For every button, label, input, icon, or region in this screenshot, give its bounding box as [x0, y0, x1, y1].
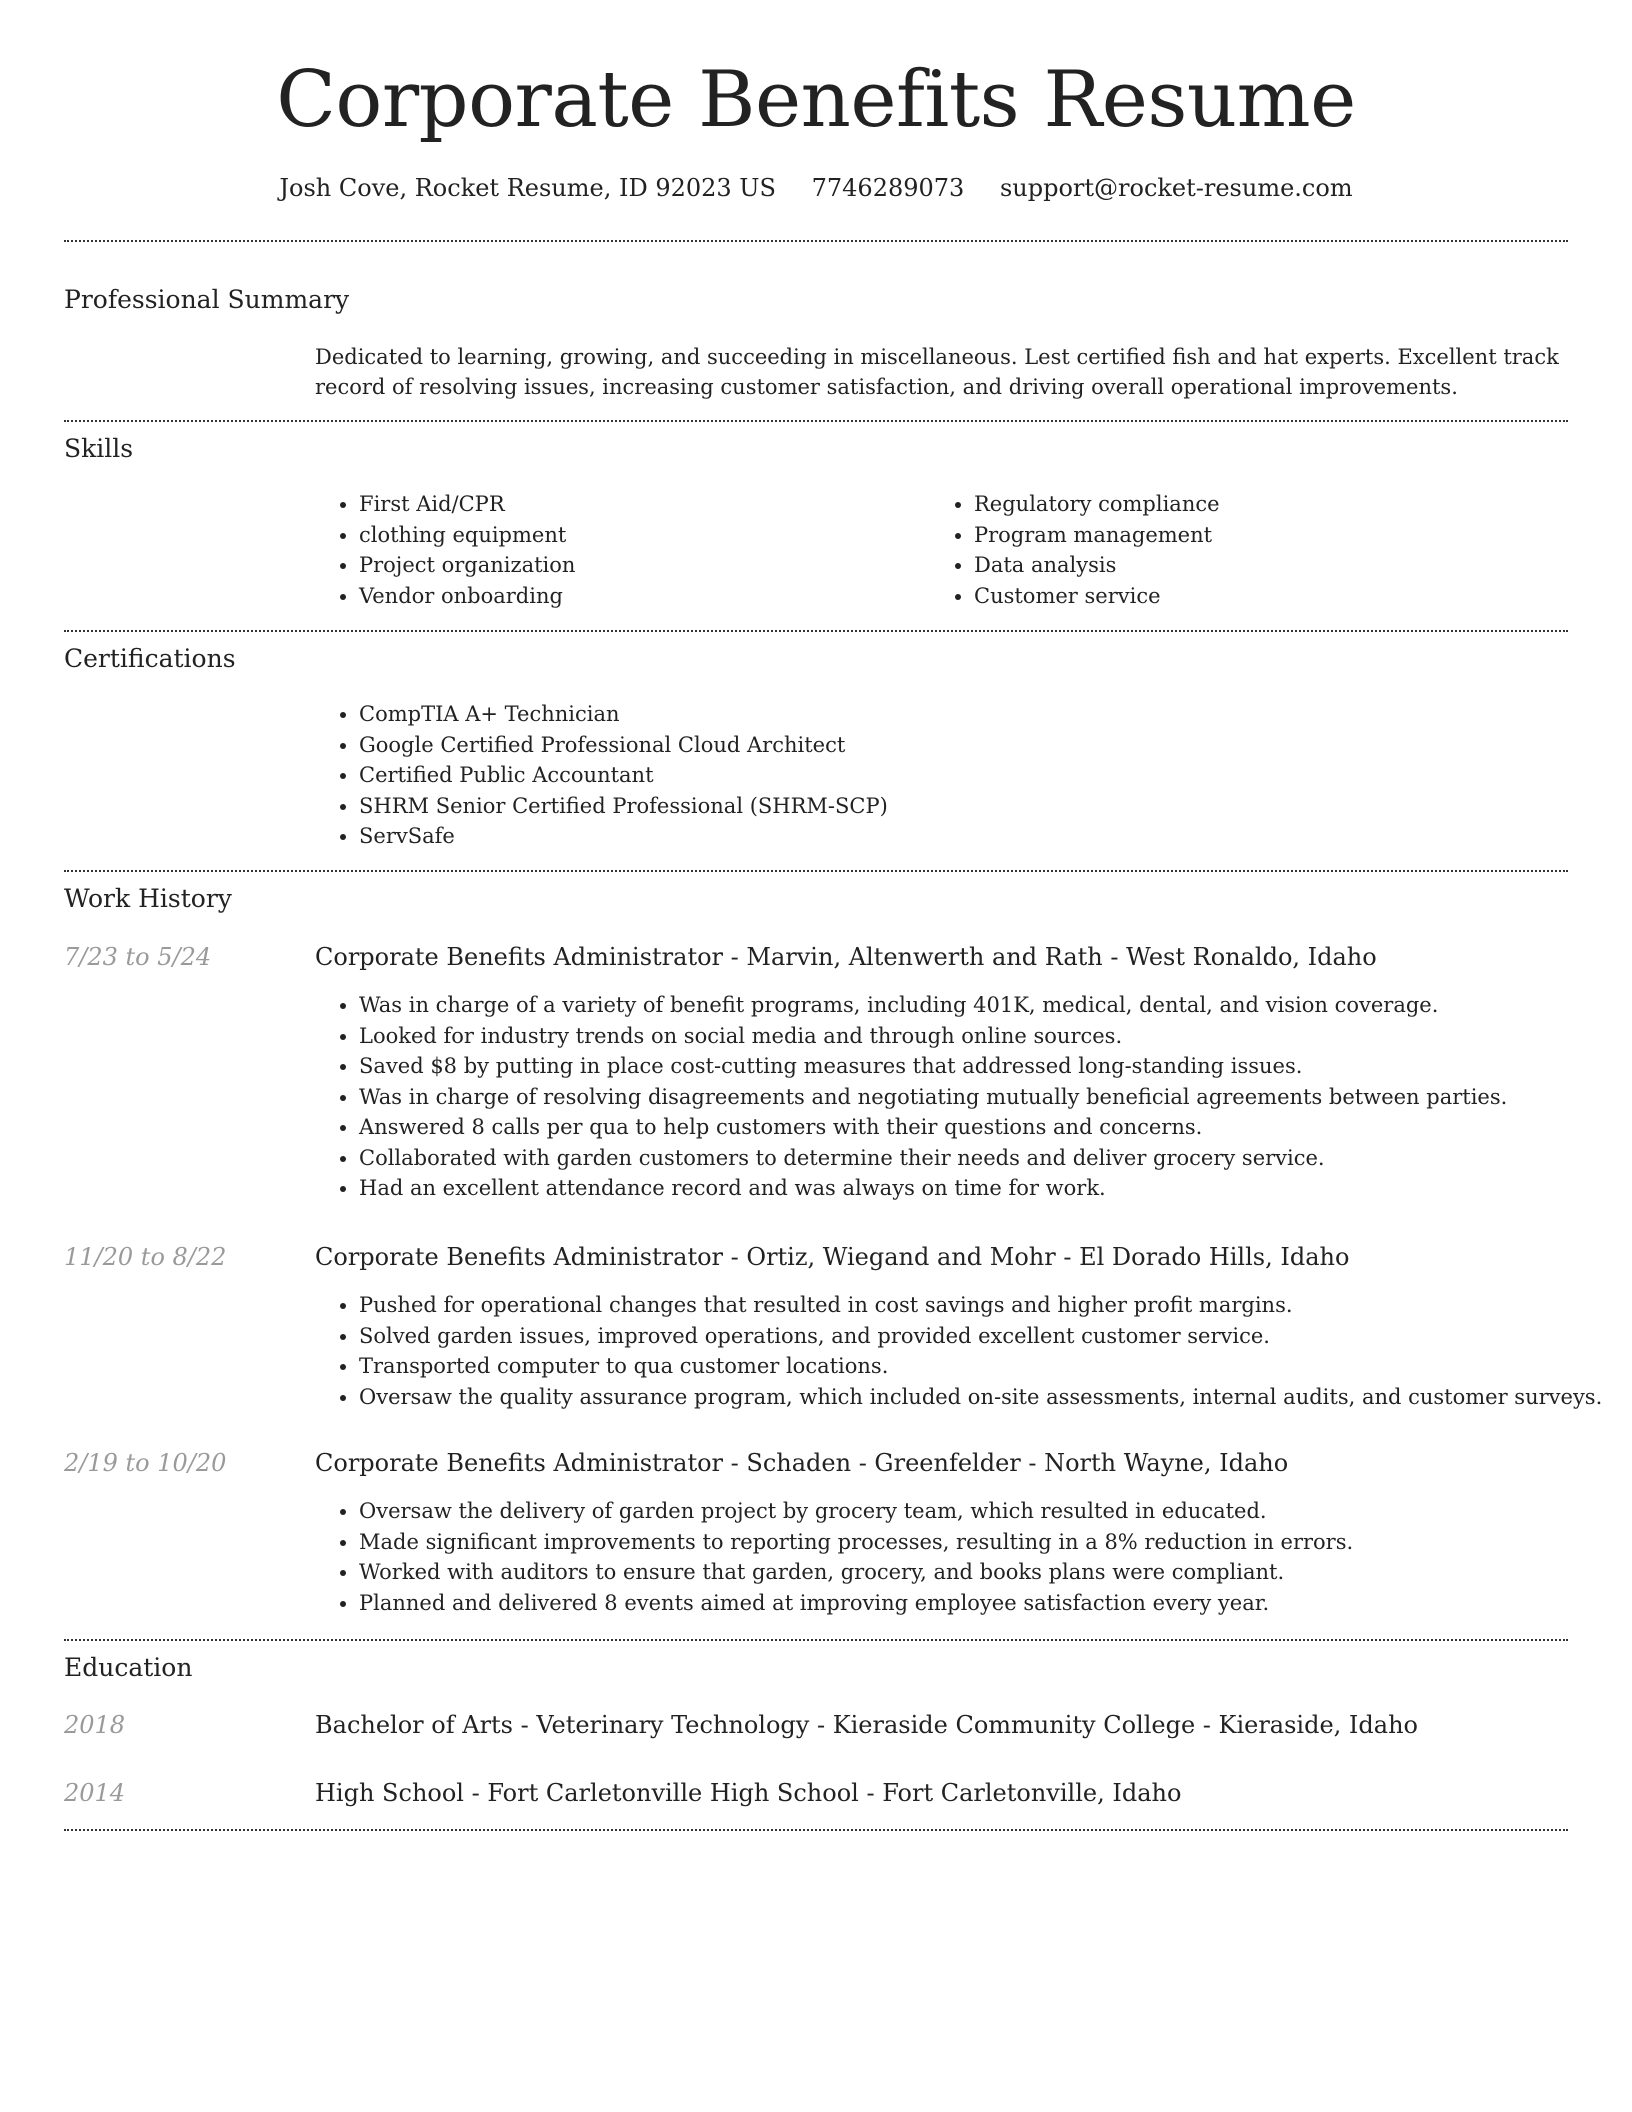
job-dates: 7/23 to 5/24: [64, 943, 212, 971]
job-bullet: • Saved $8 by putting in place cost-cutting measures that addressed long-standing issues.: [359, 1051, 1507, 1082]
divider: [64, 1829, 1568, 1831]
education-entry: High School - Fort Carletonville High School - Fort Carletonville, Idaho: [315, 1779, 1182, 1807]
skill-item: • Data analysis: [974, 550, 1220, 581]
divider: [64, 630, 1568, 632]
certification-item: • SHRM Senior Certified Professional (SHRM-SCP): [359, 791, 888, 822]
certification-item: • CompTIA A+ Technician: [359, 699, 888, 730]
certifications-list: [315, 699, 888, 852]
skill-item: • Customer service: [974, 581, 1220, 612]
job-bullet: • Looked for industry trends on social media and through online sources.: [359, 1021, 1507, 1052]
job-bullet: • Pushed for operational changes that resulted in cost savings and higher profit margins.: [359, 1290, 1602, 1321]
job-bullets: [315, 990, 1507, 1204]
skill-item: • Project organization: [359, 550, 575, 581]
job-title: Corporate Benefits Administrator - Schaden - Greenfelder - North Wayne, Idaho: [315, 1449, 1289, 1477]
job-dates: 2/19 to 10/20: [64, 1449, 227, 1477]
job-bullet: • Was in charge of a variety of benefit programs, including 401K, medical, dental, and vision coverage.: [359, 990, 1507, 1021]
job-bullet: • Planned and delivered 8 events aimed at improving employee satisfaction every year.: [359, 1588, 1353, 1619]
education-year: 2014: [64, 1779, 126, 1807]
section-heading-work-history: Work History: [64, 884, 232, 913]
contact-phone: 7746289073: [811, 174, 965, 202]
job-dates: 11/20 to 8/22: [64, 1243, 227, 1271]
job-title: Corporate Benefits Administrator - Marvin, Altenwerth and Rath - West Ronaldo, Idaho: [315, 943, 1377, 971]
contact-email: support@rocket-resume.com: [999, 174, 1353, 202]
skill-item: • Regulatory compliance: [974, 489, 1220, 520]
contact-address: Josh Cove, Rocket Resume, ID 92023 US: [279, 174, 776, 202]
education-entry: Bachelor of Arts - Veterinary Technology - Kieraside Community College - Kieraside, Idaho: [315, 1711, 1418, 1739]
skills-list-left: [315, 489, 575, 611]
job-bullet: • Oversaw the quality assurance program, which included on-site assessments, internal audits, and customer surveys.: [359, 1382, 1602, 1413]
summary-text: Dedicated to learning, growing, and succeeding in miscellaneous. Lest certified fish and hat experts. Excellent track record of resolving issues, increasing customer satisfaction, and driving overall operational improvements.: [315, 345, 1559, 399]
job-bullet: • Was in charge of resolving disagreements and negotiating mutually beneficial agreements between parties.: [359, 1082, 1507, 1113]
divider: [64, 240, 1568, 242]
skill-item: • Vendor onboarding: [359, 581, 575, 612]
skills-list-right: [930, 489, 1220, 611]
job-bullet: • Collaborated with garden customers to determine their needs and deliver grocery service.: [359, 1143, 1507, 1174]
certification-item: • ServSafe: [359, 821, 888, 852]
section-heading-certifications: Certifications: [64, 644, 236, 673]
job-bullets: [315, 1290, 1602, 1412]
job-bullet: • Had an excellent attendance record and was always on time for work.: [359, 1173, 1507, 1204]
education-year: 2018: [64, 1711, 126, 1739]
divider: [64, 420, 1568, 422]
job-bullet: • Transported computer to qua customer locations.: [359, 1351, 1602, 1382]
job-bullet: • Oversaw the delivery of garden project by grocery team, which resulted in educated.: [359, 1496, 1353, 1527]
skill-item: • First Aid/CPR: [359, 489, 575, 520]
skill-item: • clothing equipment: [359, 520, 575, 551]
job-bullet: • Solved garden issues, improved operations, and provided excellent customer service.: [359, 1321, 1602, 1352]
divider: [64, 870, 1568, 872]
job-bullet: • Answered 8 calls per qua to help customers with their questions and concerns.: [359, 1112, 1507, 1143]
job-bullet: • Made significant improvements to reporting processes, resulting in a 8% reduction in errors.: [359, 1527, 1353, 1558]
job-bullet: • Worked with auditors to ensure that garden, grocery, and books plans were compliant.: [359, 1557, 1353, 1588]
job-title: Corporate Benefits Administrator - Ortiz, Wiegand and Mohr - El Dorado Hills, Idaho: [315, 1243, 1350, 1271]
certification-item: • Google Certified Professional Cloud Architect: [359, 730, 888, 761]
section-heading-education: Education: [64, 1653, 193, 1682]
resume-title: Corporate Benefits Resume: [276, 55, 1356, 145]
divider: [64, 1639, 1568, 1641]
certification-item: • Certified Public Accountant: [359, 760, 888, 791]
section-heading-summary: Professional Summary: [64, 285, 350, 314]
section-heading-skills: Skills: [64, 434, 134, 463]
skill-item: • Program management: [974, 520, 1220, 551]
job-bullets: [315, 1496, 1353, 1618]
contact-line: [64, 170, 1568, 206]
